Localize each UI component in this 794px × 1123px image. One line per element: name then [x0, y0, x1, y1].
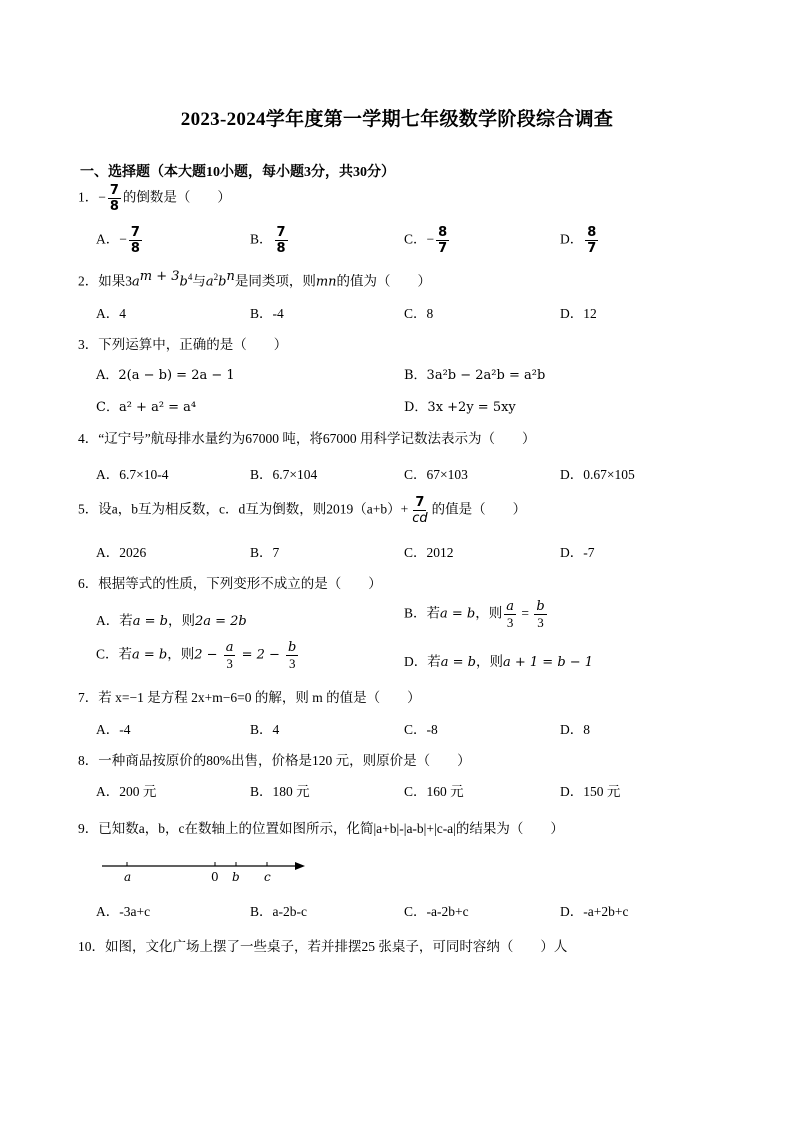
question-3: 3．下列运算中，正确的是（ ）: [78, 337, 288, 352]
q2-option-a[interactable]: A．4: [96, 306, 126, 321]
q6-option-d[interactable]: D．若a = b，则a + 1 = b − 1: [404, 654, 594, 670]
question-4: 4．“辽宁号”航母排水量约为67000 吨，将67000 用科学记数法表示为（ ）: [78, 431, 536, 446]
q4-option-b[interactable]: B．6.7×104: [250, 467, 318, 482]
section-heading: 一、选择题（本大题10小题，每小题3分，共30分）: [80, 165, 395, 180]
question-10: 10．如图，文化广场上摆了一些桌子，若并排摆25 张桌子，可同时容纳（ ）人: [78, 939, 568, 954]
fraction: $\frac{8}{7}$: [438, 225, 448, 256]
q5-option-a[interactable]: A．2026: [96, 545, 147, 560]
q6-option-a[interactable]: A．若a = b，则2a = 2b: [96, 613, 247, 629]
fraction: $\frac{7}{cd}$: [412, 495, 428, 526]
exam-title: 2023-2024学年度第一学期七年级数学阶段综合调查: [180, 109, 614, 130]
q3-option-d[interactable]: D．3x +2y = 5xy: [404, 400, 516, 415]
q7-option-d[interactable]: D．8: [560, 722, 590, 737]
question-7: 7．若 x=−1 是方程 2x+m−6=0 的解，则 m 的值是（ ）: [78, 690, 421, 705]
fraction: $\frac{b}{3}$: [536, 599, 545, 630]
q4-option-a[interactable]: A．6.7×10-4: [96, 467, 169, 482]
q3-option-a[interactable]: A．2(a − b) = 2a − 1: [96, 368, 235, 383]
q9-option-c[interactable]: C．-a-2b+c: [404, 904, 469, 919]
q3-option-c[interactable]: C．a² + a² = a⁴: [96, 400, 197, 415]
q2-option-c[interactable]: C．8: [404, 306, 434, 321]
label-c: c: [264, 870, 271, 884]
fraction: $\frac{7}{8}$: [130, 225, 140, 256]
q9-option-a[interactable]: A．-3a+c: [96, 904, 151, 919]
q9-option-d[interactable]: D．-a+2b+c: [560, 904, 629, 919]
label-b: b: [232, 870, 240, 884]
q5-option-d[interactable]: D．-7: [560, 545, 595, 560]
fraction: $\frac{a}{3}$: [506, 599, 515, 630]
q4-option-c[interactable]: C．67×103: [404, 467, 468, 482]
fraction: $\frac{a}{3}$: [225, 640, 234, 671]
q5-option-b[interactable]: B．7: [250, 545, 280, 560]
q2-option-d[interactable]: D．12: [560, 306, 597, 321]
q1-option-b[interactable]: B． $\frac{7}{8}$: [250, 225, 286, 256]
question-2: 2．如果$3a^{m + 3}b^4$与$a^2b^n$是同类项，则mn的值为（ ）: [78, 269, 432, 290]
arrow-icon: [295, 862, 305, 870]
number-line: [100, 856, 320, 886]
q1-option-c[interactable]: C．− $\frac{8}{7}$: [404, 225, 448, 256]
q6-option-b[interactable]: B．若a = b，则 $\frac{a}{3}$ = $\frac{b}{3}$: [404, 599, 545, 630]
question-9: 9．已知数a，b，c在数轴上的位置如图所示，化简|a+b|-|a-b|+|c-a|的结果为（ ）: [78, 821, 564, 836]
q8-option-c[interactable]: C．160 元: [404, 784, 464, 799]
number-line-figure: [100, 856, 320, 886]
q1-option-a[interactable]: A．− $\frac{7}{8}$: [96, 225, 140, 256]
label-0: 0: [211, 870, 219, 884]
fraction: $\frac{8}{7}$: [587, 225, 597, 256]
q7-option-c[interactable]: C．-8: [404, 722, 438, 737]
q2-option-b[interactable]: B．-4: [250, 306, 284, 321]
q8-option-a[interactable]: A．200 元: [96, 784, 157, 799]
q7-option-b[interactable]: B．4: [250, 722, 280, 737]
label-a: a: [124, 870, 132, 884]
q8-option-b[interactable]: B．180 元: [250, 784, 310, 799]
question-6: 6．根据等式的性质，下列变形不成立的是（ ）: [78, 576, 382, 591]
question-5: 5．设a，b互为相反数，c．d互为倒数，则2019（a+b）+ $\frac{7}{cd}$ 的值是（ ）: [78, 495, 527, 526]
q4-option-d[interactable]: D．0.67×105: [560, 467, 635, 482]
fraction: $\frac{7}{8}$: [276, 225, 286, 256]
q6-option-c[interactable]: C．若a = b，则2 − $\frac{a}{3}$ = 2 − $\frac{b}{3}$: [96, 640, 297, 671]
fraction: $\frac{7}{8}$: [109, 183, 119, 214]
q8-option-d[interactable]: D．150 元: [560, 784, 621, 799]
fraction: $\frac{b}{3}$: [288, 640, 297, 671]
q1-option-d[interactable]: D． $\frac{8}{7}$: [560, 225, 597, 256]
q5-option-c[interactable]: C．2012: [404, 545, 454, 560]
question-8: 8．一种商品按原价的80%出售，价格是120 元，则原价是（ ）: [78, 753, 471, 768]
q3-option-b[interactable]: B．3a²b − 2a²b = a²b: [404, 368, 546, 383]
q9-option-b[interactable]: B．a-2b-c: [250, 904, 307, 919]
q7-option-a[interactable]: A．-4: [96, 722, 131, 737]
question-1: 1．− $\frac{7}{8}$ 的倒数是（ ）: [78, 183, 231, 214]
